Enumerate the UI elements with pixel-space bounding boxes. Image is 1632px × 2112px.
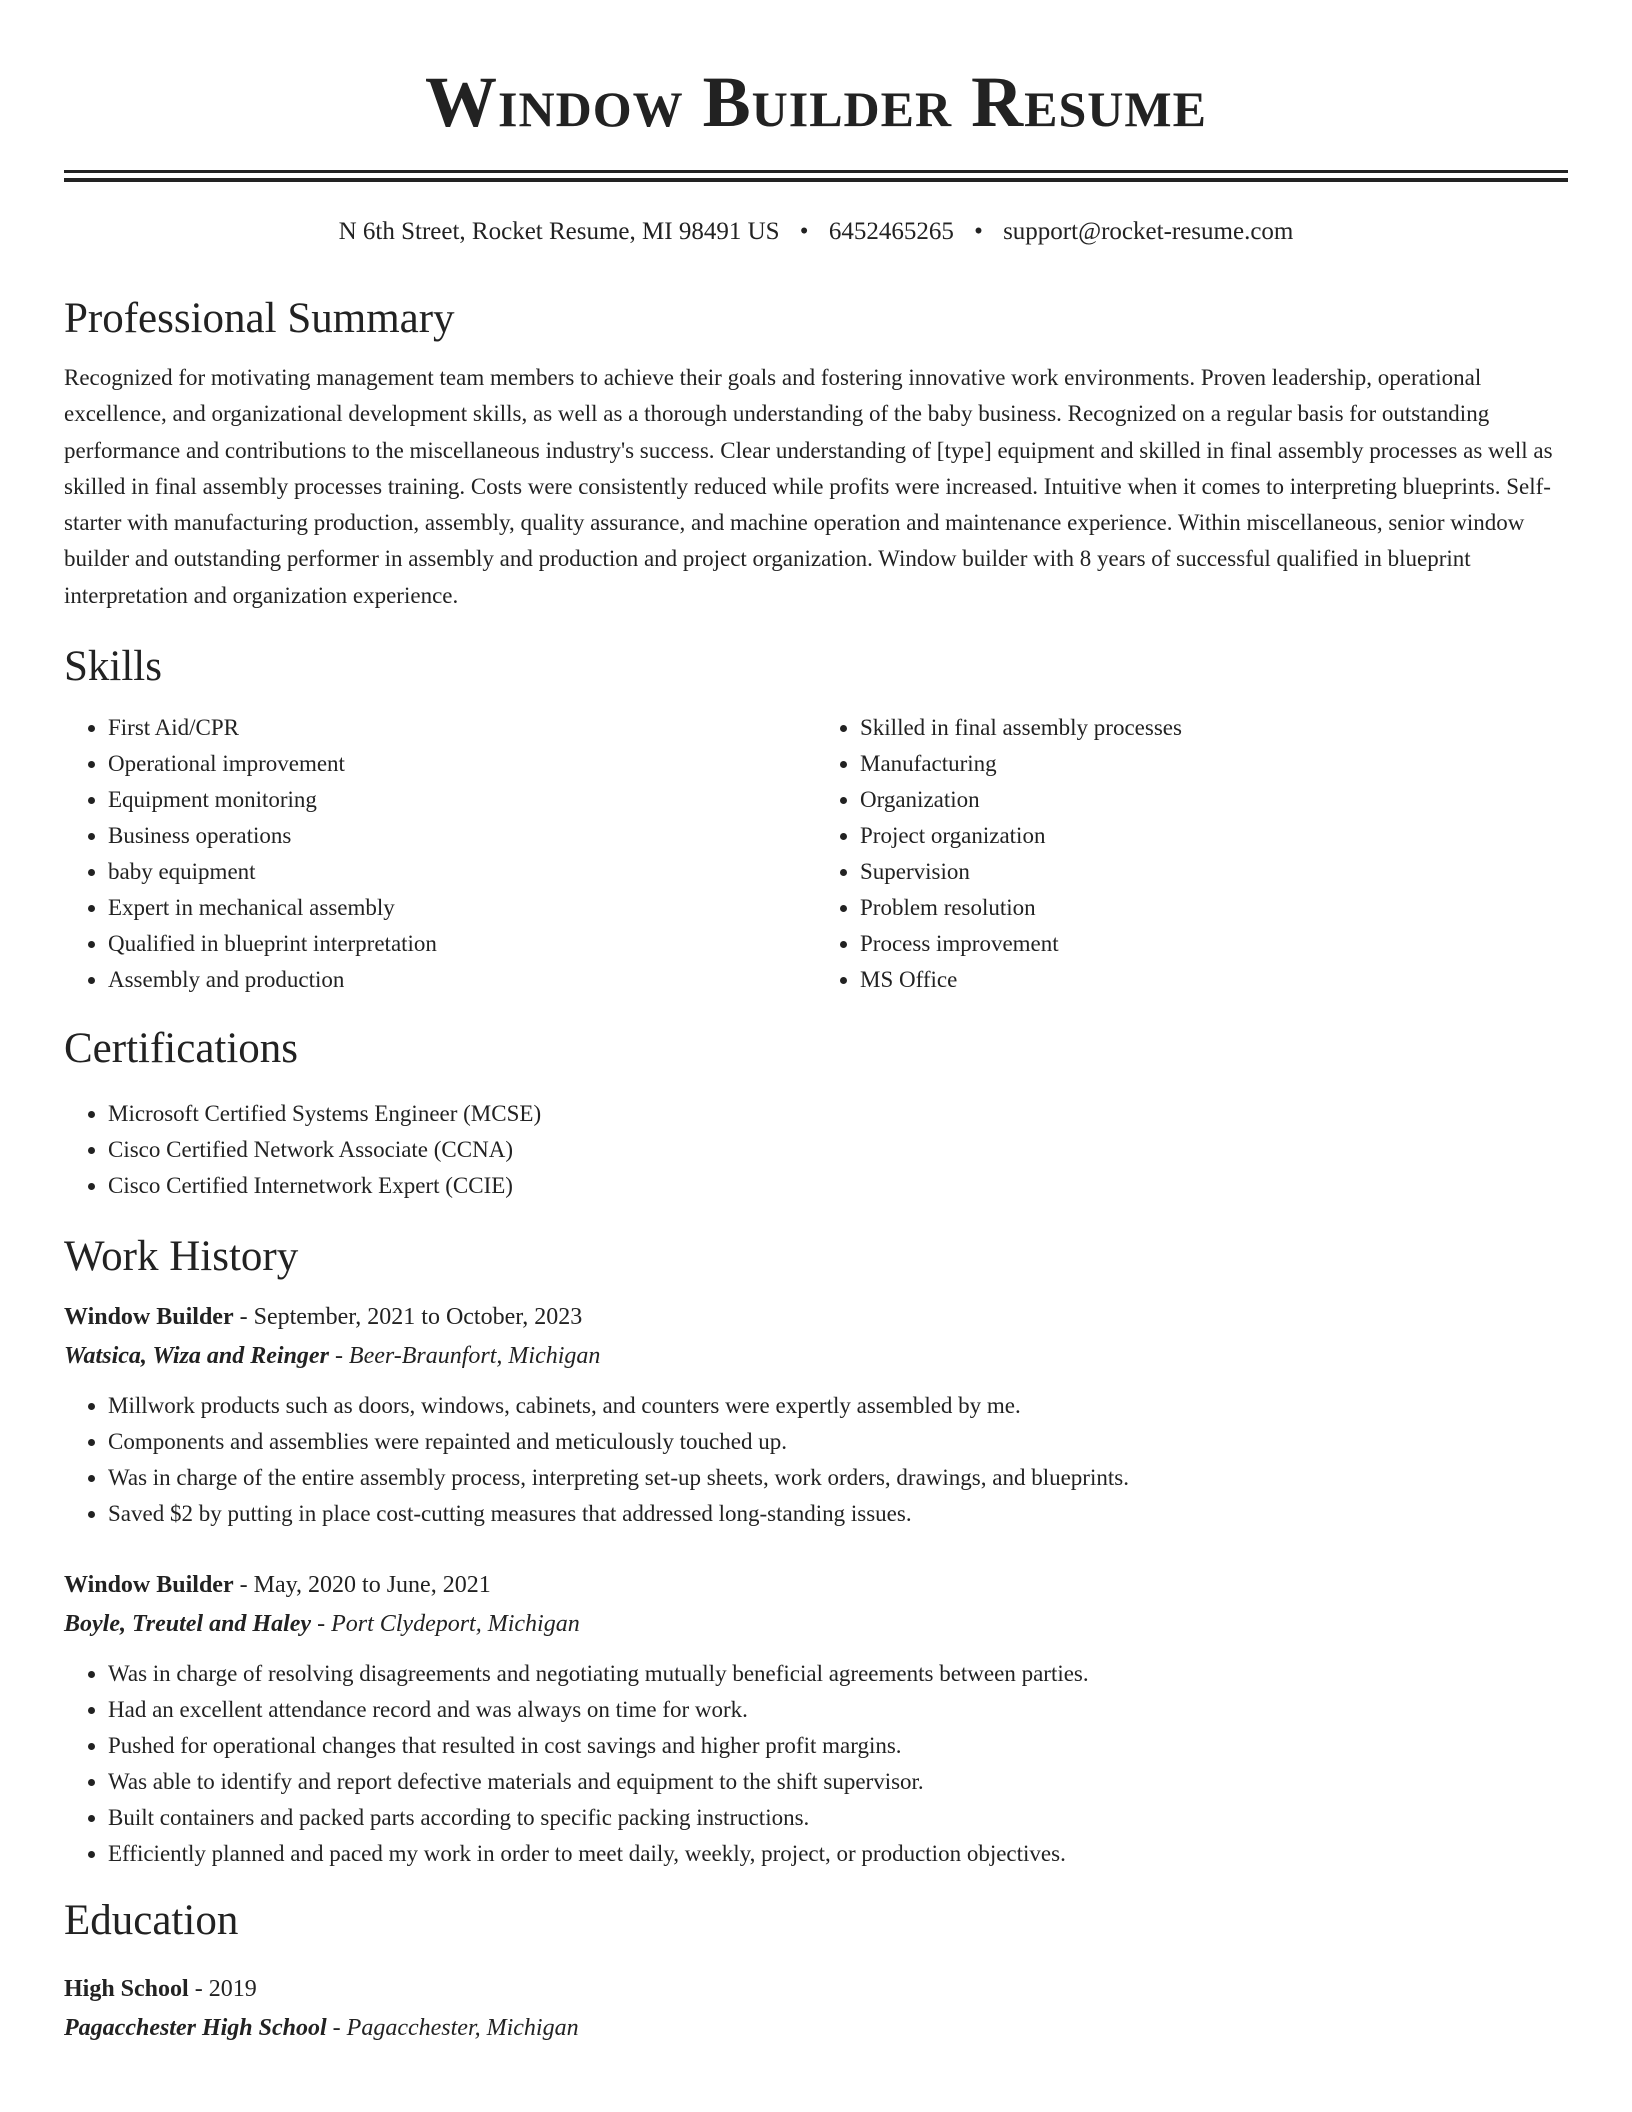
- skill-item: • Assembly and production: [108, 962, 816, 998]
- job-duty: • Efficiently planned and paced my work in order to meet daily, weekly, project, or production objectives.: [108, 1836, 1568, 1872]
- contact-line: [64, 216, 1568, 248]
- job-duty: • Saved $2 by putting in place cost-cutting measures that addressed long-standing issues.: [108, 1496, 1568, 1532]
- job-duties-list: [64, 1656, 1568, 1872]
- skills-list-left: [64, 710, 816, 998]
- job-title: Window Builder: [64, 1572, 234, 1599]
- certification-item: • Cisco Certified Network Associate (CCNA): [108, 1132, 1568, 1168]
- job-duties-list: [64, 1388, 1568, 1532]
- skill-item: • Equipment monitoring: [108, 782, 816, 818]
- contact-phone: 6452465265: [828, 218, 954, 245]
- education-school: Pagacchester High School: [64, 2015, 327, 2042]
- skill-item: • Process improvement: [860, 926, 1568, 962]
- contact-email: support@rocket-resume.com: [1003, 218, 1294, 245]
- section-heading-certifications: Certifications: [64, 1025, 299, 1073]
- skill-item: • Problem resolution: [860, 890, 1568, 926]
- skill-item: • Expert in mechanical assembly: [108, 890, 816, 926]
- job-duty: • Was in charge of resolving disagreements and negotiating mutually beneficial agreements between parties.: [108, 1656, 1568, 1692]
- job-dates: - September, 2021 to October, 2023: [233, 1304, 583, 1331]
- contact-separator: •: [974, 218, 983, 245]
- education-degree-line: [64, 1970, 1568, 2009]
- skill-item: • Operational improvement: [108, 746, 816, 782]
- job-location: - Beer-Braunfort, Michigan: [328, 1343, 601, 1370]
- job-duty: • Built containers and packed parts according to specific packing instructions.: [108, 1800, 1568, 1836]
- skill-item: • Business operations: [108, 818, 816, 854]
- section-heading-education: Education: [64, 1897, 239, 1945]
- job-duty: • Was able to identify and report defective materials and equipment to the shift supervisor.: [108, 1764, 1568, 1800]
- education-school-line: [64, 2009, 1568, 2048]
- title-divider-top: [64, 170, 1568, 173]
- summary-text: Recognized for motivating management team members to achieve their goals and fostering innovative work environments. Proven leadership, operational excellence, and organizational development skills, as well as a thorough understanding of the baby business. Recognized on a regular basis for outstanding performance and contributions to the miscellaneous industry's success. Clear understanding of [type] equipment and skilled in final assembly processes as well as skilled in final assembly processes training. Costs were consistently reduced while profits were increased. Intuitive when it comes to interpreting blueprints. Self-starter with manufacturing production, assembly, quality assurance, and machine operation and maintenance experience. Within miscellaneous, senior window builder and outstanding performer in assembly and production and project organization. Window builder with 8 years of successful qualified in blueprint interpretation and organization experience.: [64, 365, 1553, 608]
- job-duty: • Had an excellent attendance record and was always on time for work.: [108, 1692, 1568, 1728]
- skill-item: • Skilled in final assembly processes: [860, 710, 1568, 746]
- skill-item: • Qualified in blueprint interpretation: [108, 926, 816, 962]
- skill-item: • baby equipment: [108, 854, 816, 890]
- education-location: - Pagacchester, Michigan: [326, 2015, 579, 2042]
- job-title: Window Builder: [64, 1304, 234, 1331]
- job-entry: [64, 1298, 1568, 1532]
- job-company: Boyle, Treutel and Haley: [64, 1611, 312, 1638]
- certification-item: • Microsoft Certified Systems Engineer (MCSE): [108, 1096, 1568, 1132]
- job-company-line: [64, 1337, 1568, 1376]
- job-duty: • Components and assemblies were repainted and meticulously touched up.: [108, 1424, 1568, 1460]
- skill-item: • Organization: [860, 782, 1568, 818]
- skill-item: • Project organization: [860, 818, 1568, 854]
- job-entry: [64, 1566, 1568, 1872]
- skill-item: • Manufacturing: [860, 746, 1568, 782]
- job-location: - Port Clydeport, Michigan: [311, 1611, 580, 1638]
- skill-item: • First Aid/CPR: [108, 710, 816, 746]
- certifications-list: [64, 1096, 1568, 1204]
- certification-item: • Cisco Certified Internetwork Expert (CCIE): [108, 1168, 1568, 1204]
- education-year: - 2019: [188, 1976, 257, 2003]
- job-title-line: [64, 1298, 1568, 1337]
- job-title-line: [64, 1566, 1568, 1605]
- job-company-line: [64, 1605, 1568, 1644]
- title-divider-bottom: [64, 178, 1568, 182]
- contact-separator: •: [799, 218, 809, 245]
- education-degree: High School: [64, 1976, 189, 2003]
- resume-title: Window Builder Resume: [425, 62, 1207, 142]
- skills-list-right: [816, 710, 1568, 998]
- job-duty: • Millwork products such as doors, windows, cabinets, and counters were expertly assembled by me.: [108, 1388, 1568, 1424]
- skill-item: • Supervision: [860, 854, 1568, 890]
- section-heading-work-history: Work History: [64, 1233, 299, 1281]
- job-dates: - May, 2020 to June, 2021: [233, 1572, 491, 1599]
- section-heading-skills: Skills: [64, 643, 162, 691]
- job-duty: • Pushed for operational changes that resulted in cost savings and higher profit margins.: [108, 1728, 1568, 1764]
- job-company: Watsica, Wiza and Reinger: [64, 1343, 329, 1370]
- section-heading-summary: Professional Summary: [64, 295, 455, 342]
- job-duty: • Was in charge of the entire assembly process, interpreting set-up sheets, work orders, drawings, and blueprints.: [108, 1460, 1568, 1496]
- skills-columns: [64, 710, 1568, 998]
- skill-item: • MS Office: [860, 962, 1568, 998]
- contact-address: N 6th Street, Rocket Resume, MI 98491 US: [338, 218, 780, 245]
